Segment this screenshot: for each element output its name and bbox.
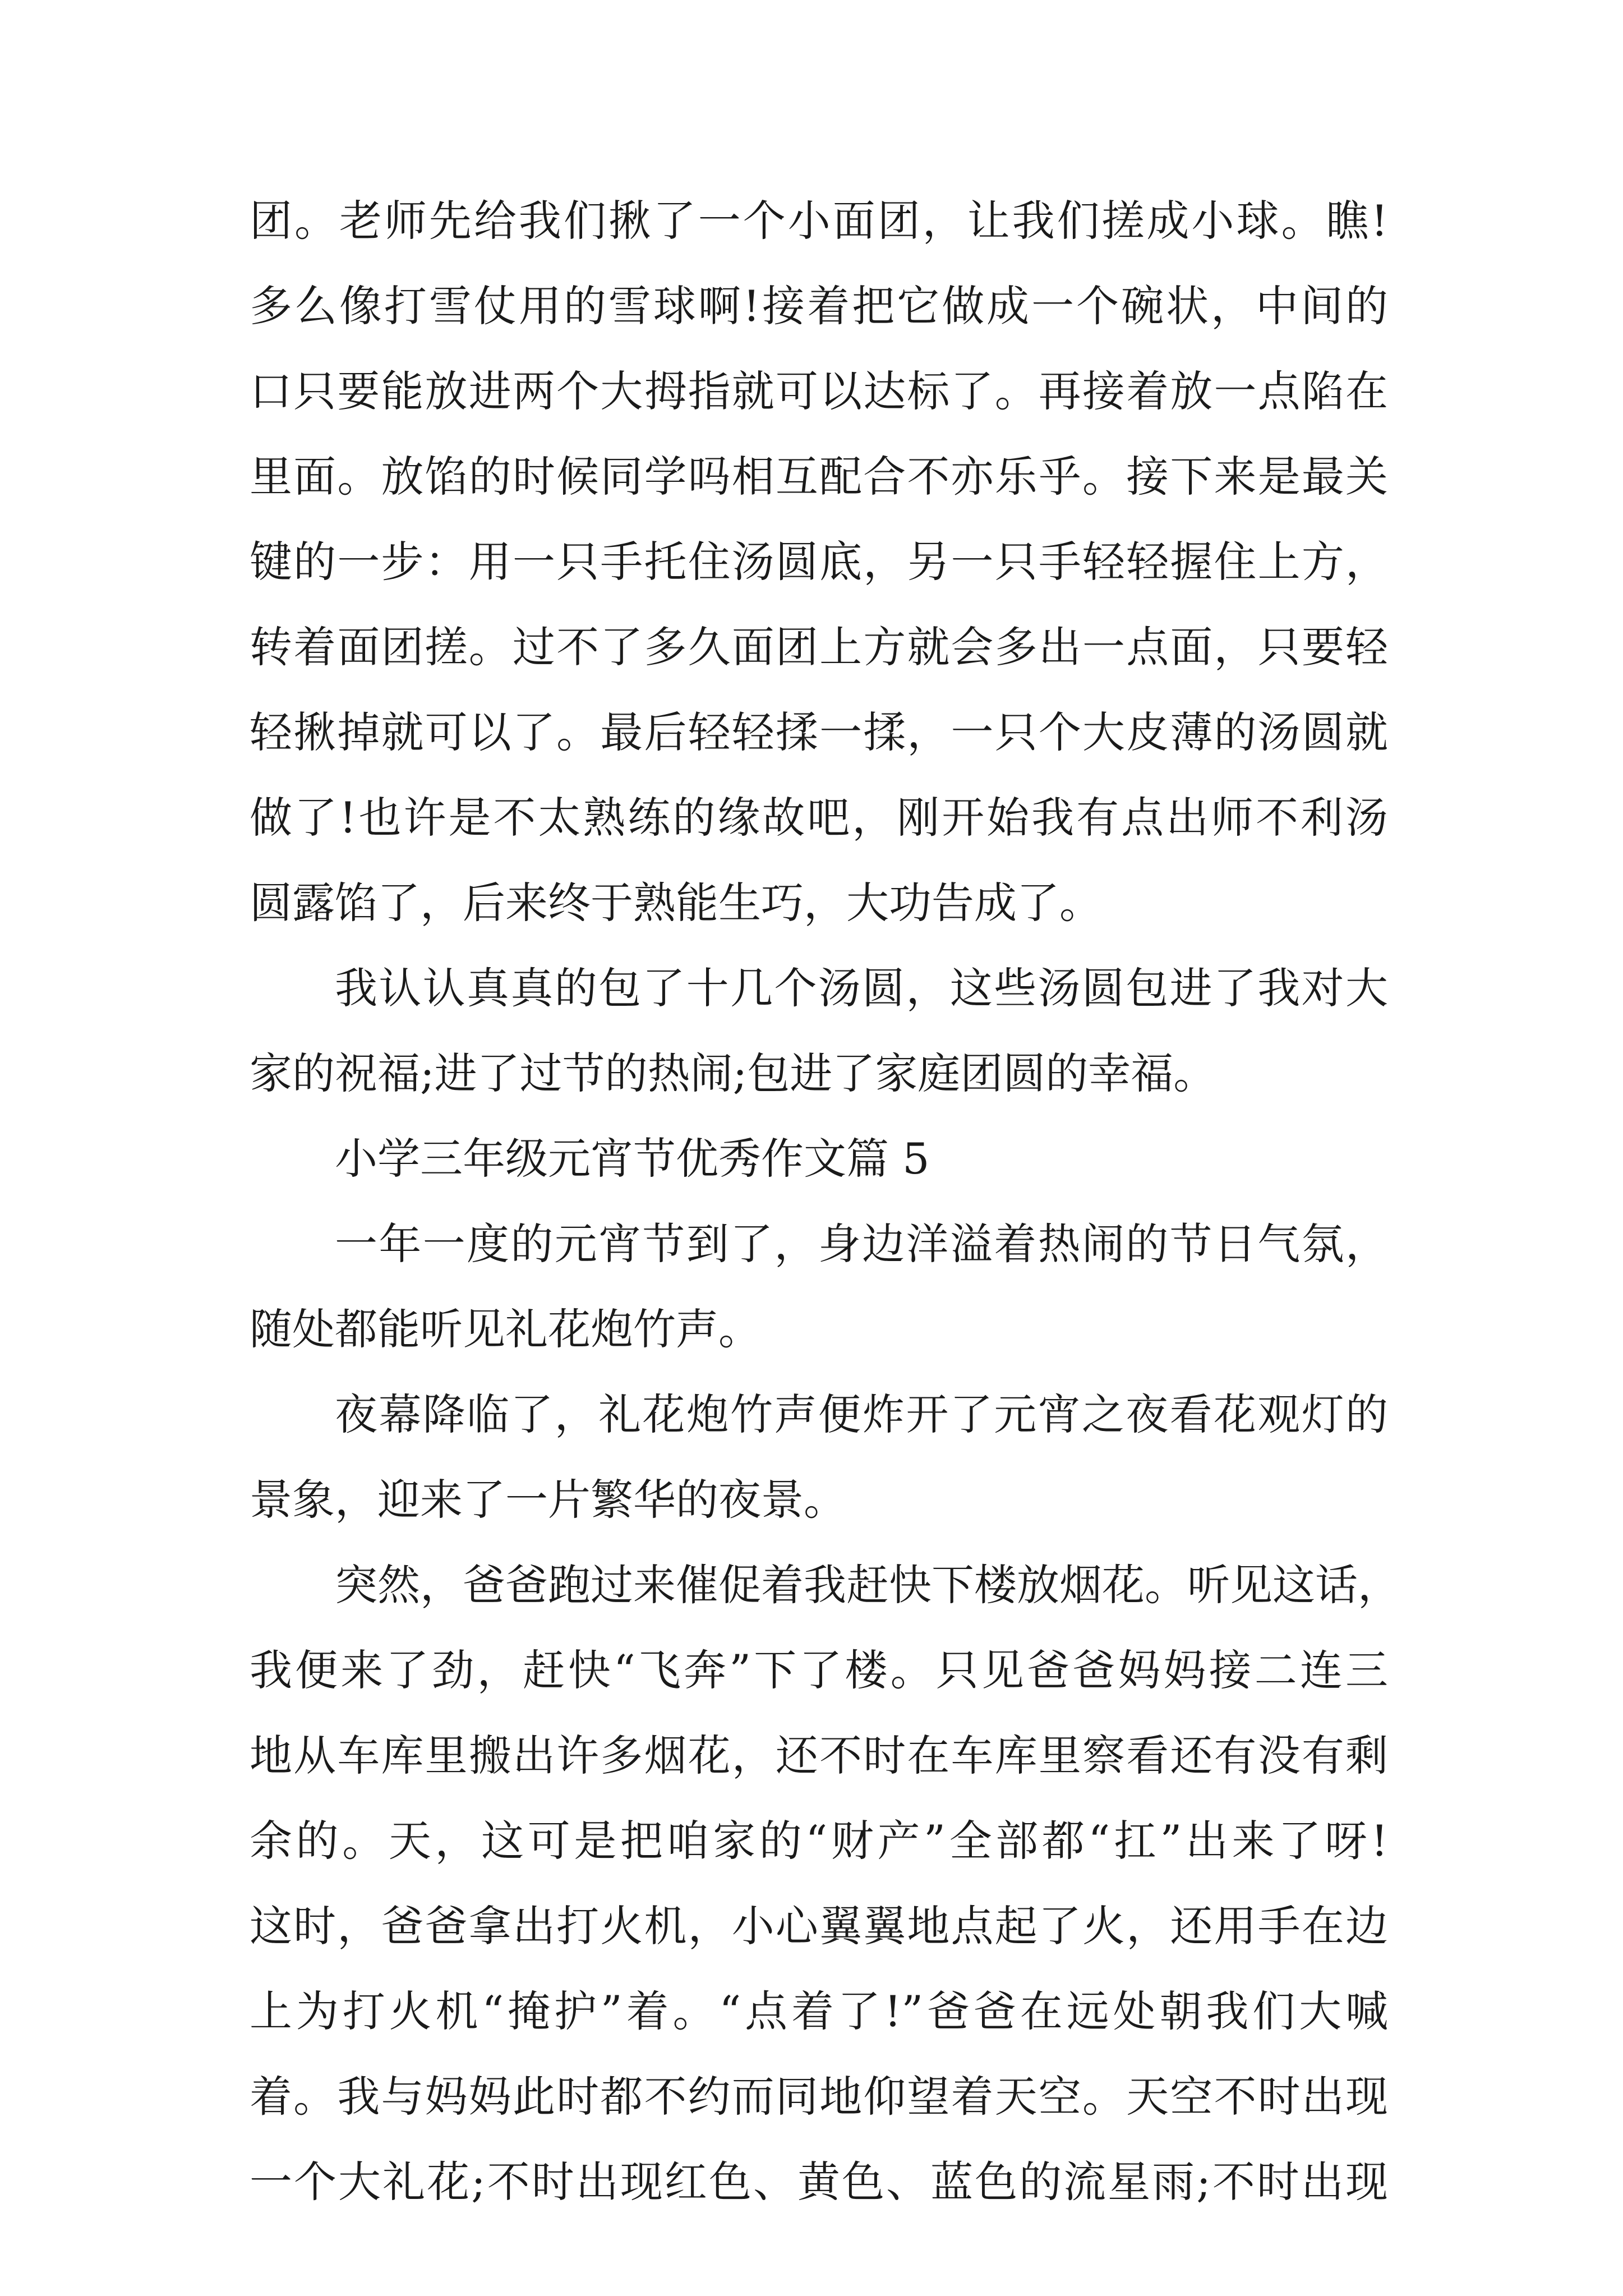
text-line: 地从车库里搬出许多烟花，还不时在车库里察看还有没有剩: [250, 1731, 1388, 1780]
text-line: 做了!也许是不太熟练的缘故吧，刚开始我有点出师不利汤: [250, 793, 1388, 843]
text-line: 一年一度的元宵节到了，身边洋溢着热闹的节日气氛，: [335, 1219, 1388, 1269]
text-line: 随处都能听见礼花炮竹声。: [250, 1304, 761, 1354]
text-line: 余的。天，这可是把咱家的“财产”全部都“扛”出来了呀!: [250, 1816, 1388, 1866]
text-line: 团。老师先给我们揪了一个小面团，让我们搓成小球。瞧!: [250, 196, 1388, 246]
text-line: 我认认真真的包了十几个汤圆，这些汤圆包进了我对大: [335, 963, 1388, 1013]
text-line: 着。我与妈妈此时都不约而同地仰望着天空。天空不时出现: [250, 2072, 1388, 2122]
text-line: 我便来了劲，赶快“飞奔”下了楼。只见爸爸妈妈接二连三: [250, 1645, 1388, 1695]
text-line: 家的祝福;进了过节的热闹;包进了家庭团圆的幸福。: [250, 1048, 1216, 1098]
text-line: 圆露馅了，后来终于熟能生巧，大功告成了。: [250, 878, 1102, 928]
text-line: 多么像打雪仗用的雪球啊!接着把它做成一个碗状，中间的: [250, 281, 1388, 331]
section-heading: 小学三年级元宵节优秀作文篇 5: [335, 1134, 930, 1184]
text-line: 这时，爸爸拿出打火机，小心翼翼地点起了火，还用手在边: [250, 1901, 1388, 1951]
text-line: 键的一步：用一只手托住汤圆底，另一只手轻轻握住上方，: [250, 537, 1388, 587]
text-line: 口只要能放进两个大拇指就可以达标了。再接着放一点陷在: [250, 366, 1388, 416]
text-line: 转着面团搓。过不了多久面团上方就会多出一点面，只要轻: [250, 622, 1388, 672]
text-line: 一个大礼花;不时出现红色、黄色、蓝色的流星雨;不时出现: [250, 2157, 1388, 2207]
text-line: 景象，迎来了一片繁华的夜景。: [250, 1475, 846, 1525]
text-line: 夜幕降临了，礼花炮竹声便炸开了元宵之夜看花观灯的: [335, 1389, 1388, 1439]
text-line: 上为打火机“掩护”着。“点着了!”爸爸在远处朝我们大喊: [250, 1986, 1388, 2036]
document-page: [250, 178, 1400, 2225]
text-line: 突然，爸爸跑过来催促着我赶快下楼放烟花。听见这话，: [335, 1560, 1400, 1610]
text-line: 轻揪掉就可以了。最后轻轻揉一揉，一只个大皮薄的汤圆就: [250, 707, 1388, 757]
text-line: 里面。放馅的时候同学吗相互配合不亦乐乎。接下来是最关: [250, 452, 1388, 501]
